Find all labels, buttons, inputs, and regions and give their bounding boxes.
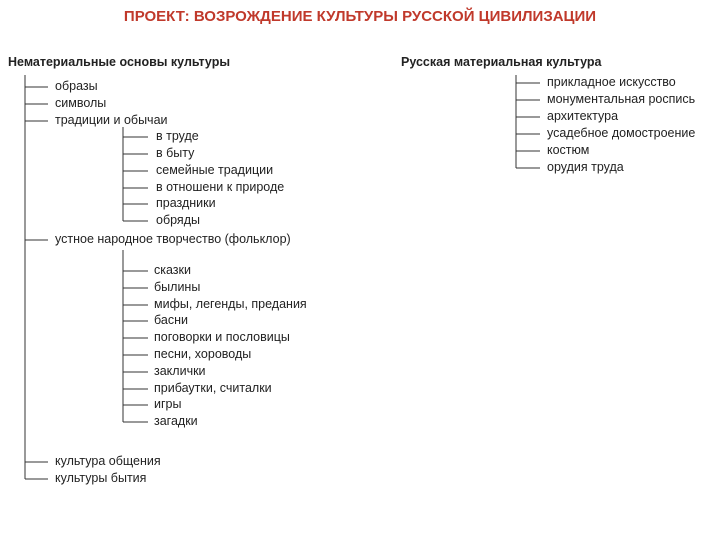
folklore-item: заклички (154, 364, 206, 378)
folklore-item: былины (154, 280, 201, 294)
tradition-item: в отношени к природе (156, 180, 285, 194)
left-item: культуры бытия (55, 471, 147, 485)
tradition-item: обряды (156, 213, 200, 227)
folklore-item: басни (154, 313, 188, 327)
tradition-item: в быту (156, 146, 195, 160)
right-item: монументальная роспись (547, 92, 696, 106)
folklore-item: игры (154, 397, 182, 411)
left-item: традиции и обычаи (55, 113, 168, 127)
left-item: культура общения (55, 454, 161, 468)
tradition-item: праздники (156, 196, 216, 210)
left-heading: Нематериальные основы культуры (8, 55, 231, 69)
folklore-item: прибаутки, считалки (154, 381, 272, 395)
left-item: образы (55, 79, 98, 93)
left-item: символы (55, 96, 107, 110)
tradition-item: в труде (156, 129, 199, 143)
folklore-item: песни, хороводы (154, 347, 252, 361)
right-item: орудия труда (547, 160, 624, 174)
right-heading: Русская материальная культура (401, 55, 602, 69)
folklore-item: загадки (154, 414, 198, 428)
right-item: костюм (547, 143, 590, 157)
folklore-item: сказки (154, 263, 191, 277)
folklore-item: мифы, легенды, предания (154, 297, 307, 311)
right-item: архитектура (547, 109, 619, 123)
folklore-label: устное народное творчество (фольклор) (55, 232, 291, 246)
folklore-item: поговорки и пословицы (154, 330, 290, 344)
page-title: ПРОЕКТ: ВОЗРОЖДЕНИЕ КУЛЬТУРЫ РУССКОЙ ЦИВИЛИЗАЦИИ (123, 8, 597, 25)
right-item: усадебное домостроение (547, 126, 696, 140)
right-item: прикладное искусство (547, 75, 676, 89)
tradition-item: семейные традиции (156, 163, 274, 177)
